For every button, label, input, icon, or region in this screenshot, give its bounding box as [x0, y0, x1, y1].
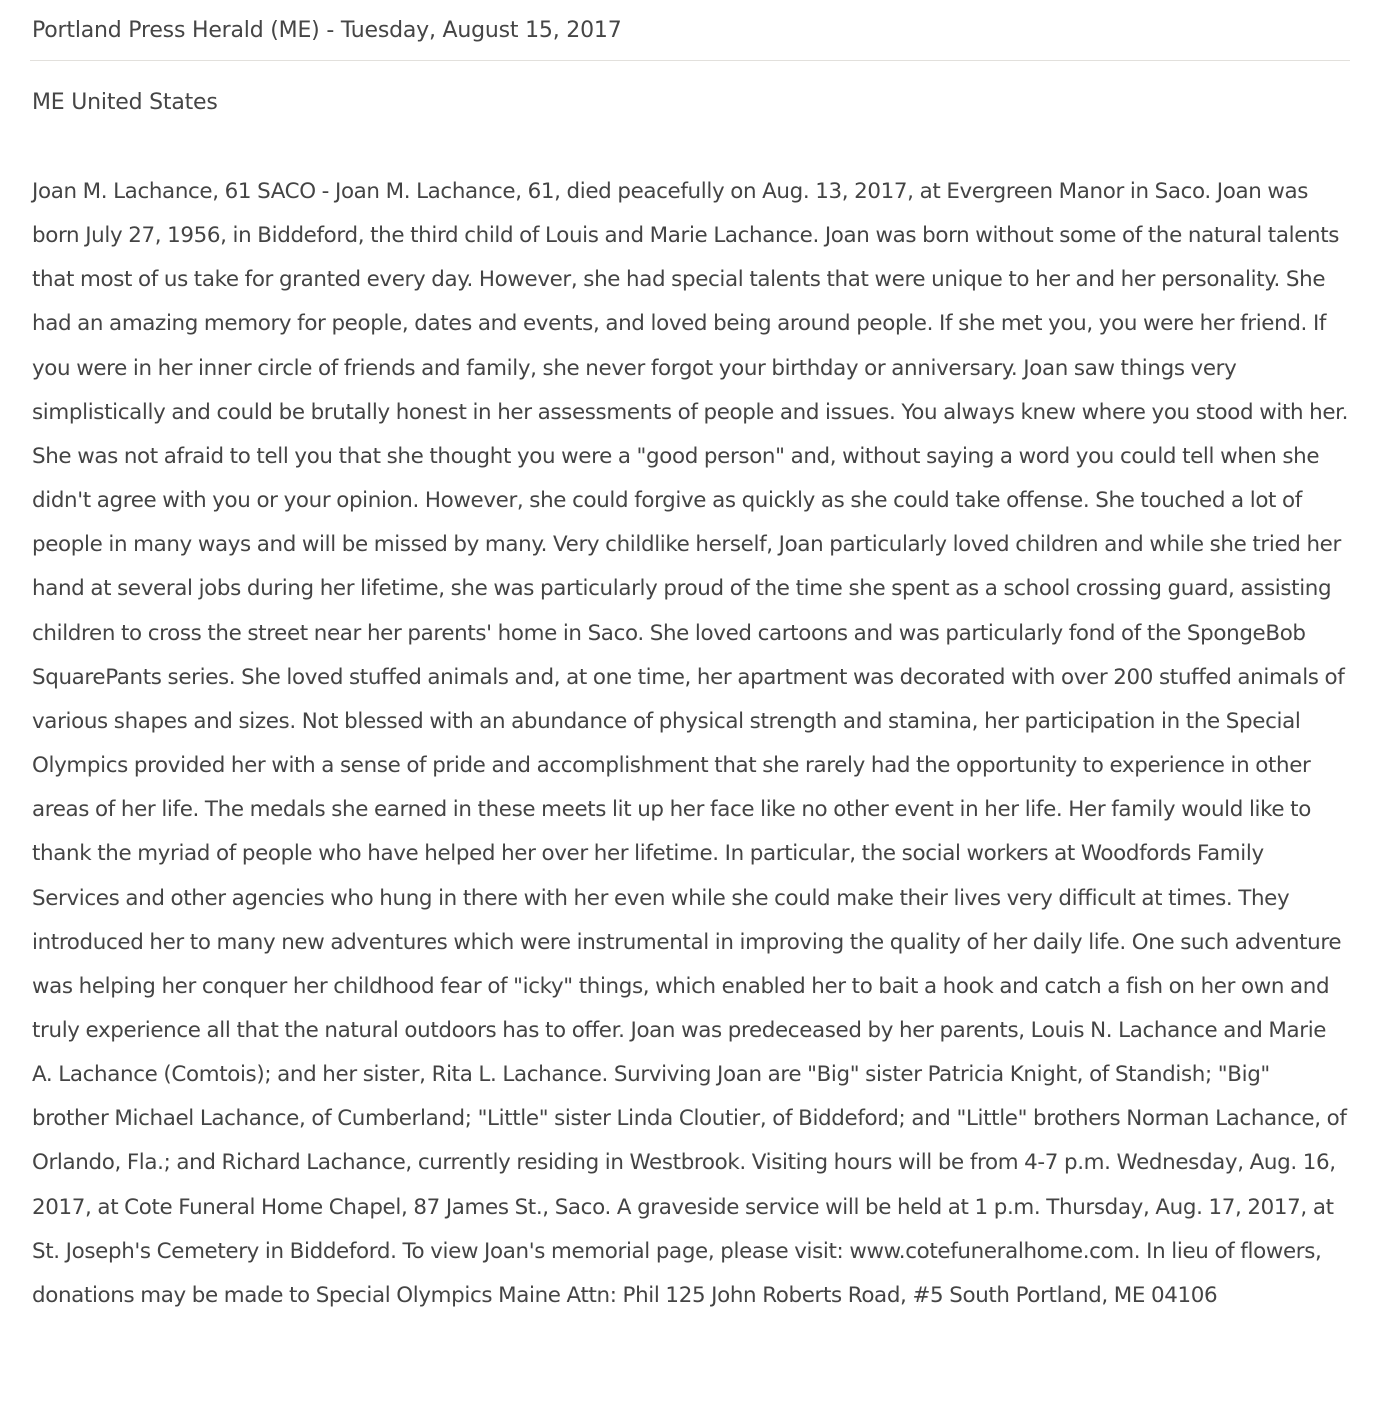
- publication-source: Portland Press Herald (ME) - Tuesday, August 15, 2017: [32, 18, 622, 43]
- header-divider: [30, 60, 1350, 61]
- location-label: ME United States: [32, 90, 218, 115]
- obituary-page: [32, 0, 1350, 1318]
- obituary-text: Joan M. Lachance, 61 SACO - Joan M. Lachance, 61, died peacefully on Aug. 13, 2017, at Evergreen Manor in Saco. Joan was born July 27, 1956, in Biddeford, the third child of Louis and Marie Lachance. Joan was born without some of the natural talents that most of us take for granted every day. However, she had special talents that were unique to her and her personality. She had an amazing memory for people, dates and events, and loved being around people. If she met you, you were her friend. If you were in her inner circle of friends and family, she never forgot your birthday or anniversary. Joan saw things very simplistically and could be brutally honest in her assessments of people and issues. You always knew where you stood with her. She was not afraid to tell you that she thought you were a "good person" and, without saying a word you could tell when she didn't agree with you or your opinion. However, she could forgive as quickly as she could take offense. She touched a lot of people in many ways and will be missed by many. Very childlike herself, Joan particularly loved children and while she tried her hand at several jobs during her lifetime, she was particularly proud of the time she spent as a school crossing guard, assisting children to cross the street near her parents' home in Saco. She loved cartoons and was particularly fond of the SpongeBob SquarePants series. She loved stuffed animals and, at one time, her apartment was decorated with over 200 stuffed animals of various shapes and sizes. Not blessed with an abundance of physical strength and stamina, her participation in the Special Olympics provided her with a sense of pride and accomplishment that she rarely had the opportunity to experience in other areas of her life. The medals she earned in these meets lit up her face like no other event in her life. Her family would like to thank the myriad of people who have helped her over her lifetime. In particular, the social workers at Woodfords Family Services and other agencies who hung in there with her even while she could make their lives very difficult at times. They introduced her to many new adventures which were instrumental in improving the quality of her daily life. One such adventure was helping her conquer her childhood fear of "icky" things, which enabled her to bait a hook and catch a fish on her own and truly experience all that the natural outdoors has to offer. Joan was predeceased by her parents, Louis N. Lachance and Marie A. Lachance (Comtois); and her sister, Rita L. Lachance. Surviving Joan are "Big" sister Patricia Knight, of Standish; "Big" brother Michael Lachance, of Cumberland; "Little" sister Linda Cloutier, of Biddeford; and "Little" brothers Norman Lachance, of Orlando, Fla.; and Richard Lachance, currently residing in Westbrook. Visiting hours will be from 4-7 p.m. Wednesday, Aug. 16, 2017, at Cote Funeral Home Chapel, 87 James St., Saco. A graveside service will be held at 1 p.m. Thursday, Aug. 17, 2017, at St. Joseph's Cemetery in Biddeford. To view Joan's memorial page, please visit: www.cotefuneralhome.com. In lieu of flowers, donations may be made to Special Olympics Maine Attn: Phil 125 John Roberts Road, #5 South Portland, ME 04106: [32, 179, 1349, 1308]
